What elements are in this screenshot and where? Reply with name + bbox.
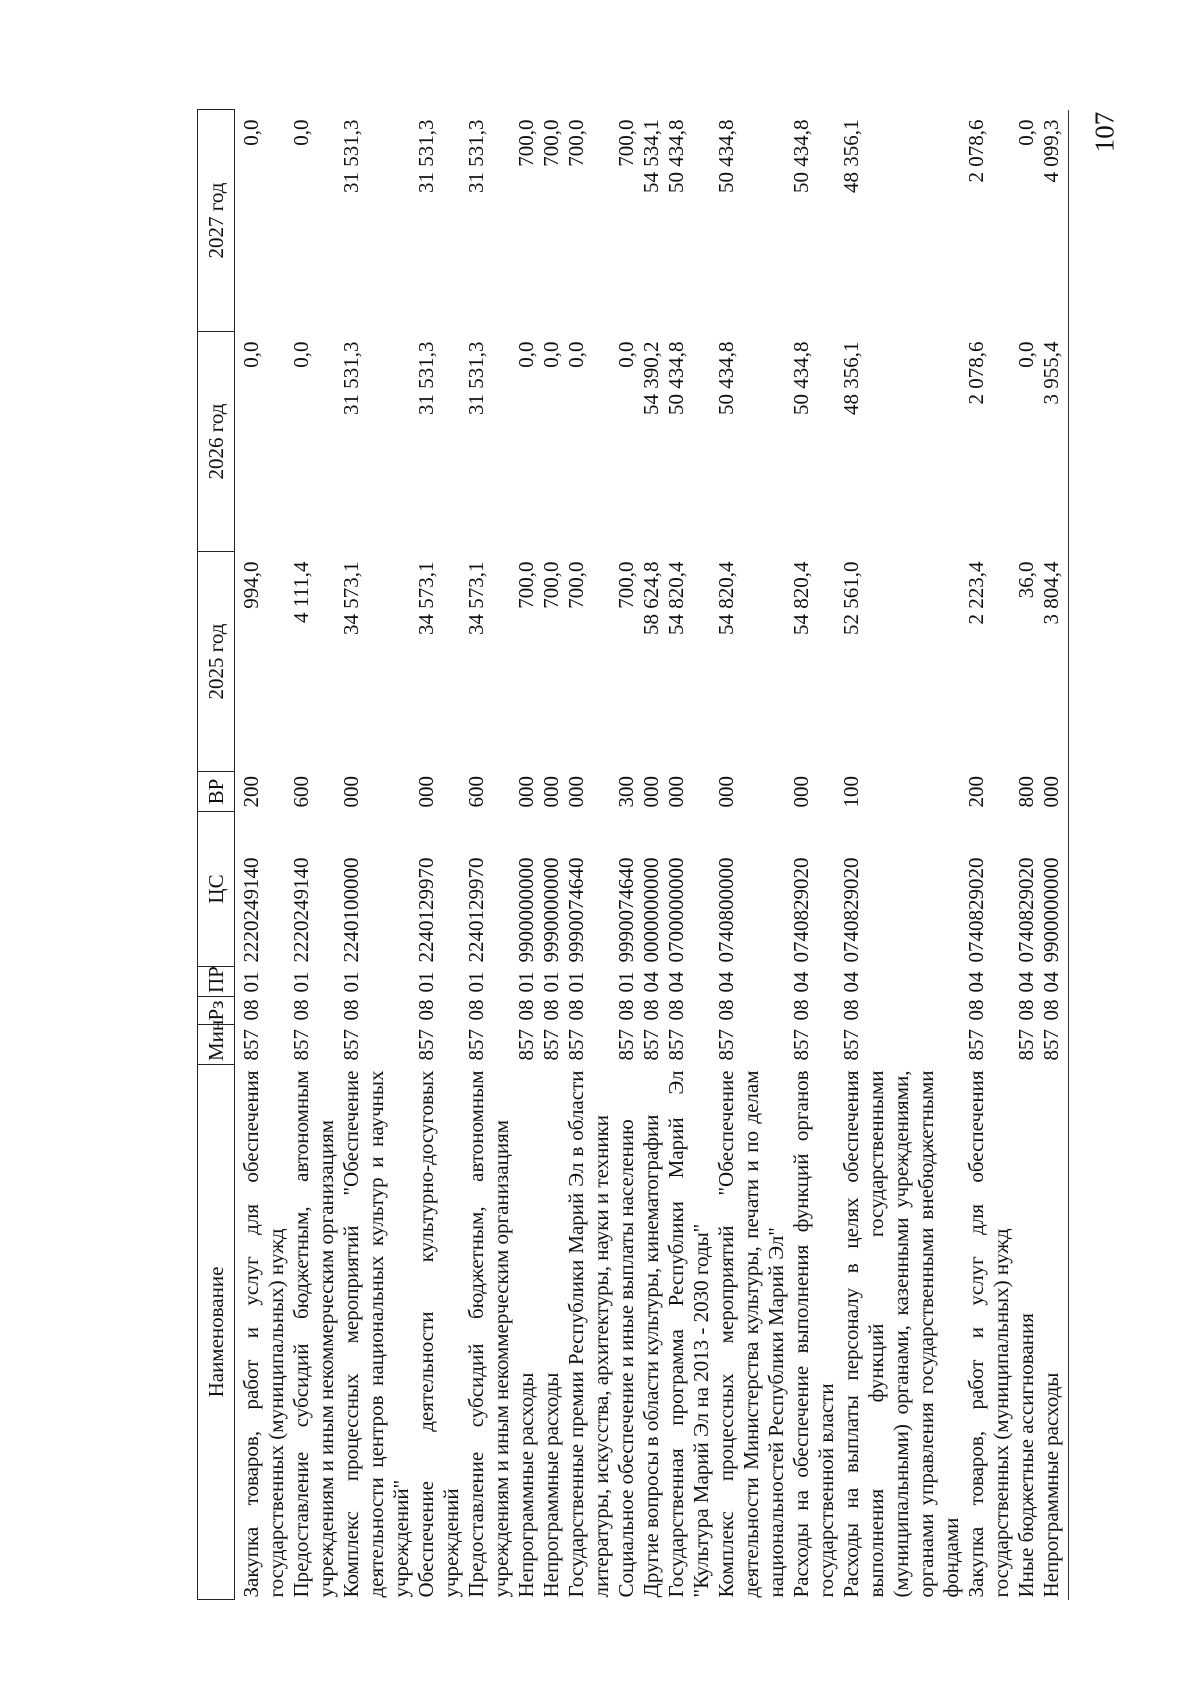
cell-cs: 9900000000 bbox=[514, 857, 538, 963]
cell-pr: 01 bbox=[464, 971, 488, 993]
cell-2027: 700,0 bbox=[514, 119, 538, 167]
cell-cs: 0740829020 bbox=[839, 857, 863, 963]
table-body bbox=[235, 110, 1065, 1600]
table-row bbox=[964, 110, 1014, 1600]
cell-min: 857 bbox=[539, 1029, 563, 1061]
cell-name: Обеспечение деятельности культурно-досуговых учреждений bbox=[414, 1070, 463, 1598]
cell-2027: 2 078,6 bbox=[964, 119, 988, 183]
cell-2025: 700,0 bbox=[514, 561, 538, 609]
header-cs: ЦС bbox=[198, 812, 235, 967]
cell-2026: 50 434,8 bbox=[789, 341, 813, 415]
cell-2026: 48 356,1 bbox=[839, 341, 863, 415]
cell-rz: 08 bbox=[964, 999, 988, 1021]
cell-cs: 0740800000 bbox=[714, 857, 738, 963]
table-row bbox=[464, 110, 514, 1600]
cell-2025: 4 111,4 bbox=[289, 561, 313, 623]
cell-rz: 08 bbox=[514, 999, 538, 1021]
cell-name: Иные бюджетные ассигнования bbox=[1014, 1313, 1038, 1598]
cell-min: 857 bbox=[964, 1029, 988, 1061]
cell-2025: 3 804,4 bbox=[1039, 561, 1063, 625]
table-row bbox=[1014, 110, 1039, 1600]
cell-2026: 54 390,2 bbox=[639, 341, 663, 415]
cell-2025: 2 223,4 bbox=[964, 561, 988, 625]
cell-min: 857 bbox=[414, 1029, 438, 1061]
cell-2026: 3 955,4 bbox=[1039, 341, 1063, 405]
cell-rz: 08 bbox=[639, 999, 663, 1021]
cell-2026: 50 434,8 bbox=[664, 341, 688, 415]
cell-pr: 01 bbox=[539, 971, 563, 993]
cell-cs: 9900000000 bbox=[1039, 857, 1063, 963]
cell-rz: 08 bbox=[1039, 999, 1063, 1021]
cell-cs: 0700000000 bbox=[664, 857, 688, 963]
cell-rz: 08 bbox=[664, 999, 688, 1021]
cell-min: 857 bbox=[789, 1029, 813, 1061]
table-header bbox=[198, 110, 235, 1600]
cell-pr: 04 bbox=[1014, 971, 1038, 993]
cell-name: Другие вопросы в области культуры, кинематографии bbox=[639, 1114, 663, 1598]
cell-vr: 000 bbox=[639, 776, 663, 808]
cell-rz: 08 bbox=[414, 999, 438, 1021]
cell-vr: 000 bbox=[1039, 776, 1063, 808]
cell-name: Непрограммные расходы bbox=[514, 1372, 538, 1598]
cell-rz: 08 bbox=[714, 999, 738, 1021]
cell-vr: 000 bbox=[664, 776, 688, 808]
cell-2026: 0,0 bbox=[1014, 341, 1038, 368]
cell-min: 857 bbox=[664, 1029, 688, 1061]
cell-2026: 31 531,3 bbox=[464, 341, 488, 415]
cell-min: 857 bbox=[239, 1029, 263, 1061]
header-2025: 2025 год bbox=[198, 552, 235, 772]
cell-name: Непрограммные расходы bbox=[1039, 1372, 1063, 1598]
cell-2025: 54 820,4 bbox=[664, 561, 688, 635]
cell-cs: 9990074640 bbox=[614, 857, 638, 963]
cell-2027: 54 534,1 bbox=[639, 119, 663, 193]
cell-2027: 700,0 bbox=[564, 119, 588, 167]
cell-min: 857 bbox=[714, 1029, 738, 1061]
cell-vr: 100 bbox=[839, 776, 863, 808]
page-number: 107 bbox=[1089, 111, 1120, 153]
cell-vr: 200 bbox=[964, 776, 988, 808]
header-vr: ВР bbox=[198, 772, 235, 812]
cell-2027: 0,0 bbox=[289, 119, 313, 146]
cell-cs: 9990000000 bbox=[539, 857, 563, 963]
cell-cs: 0740829020 bbox=[789, 857, 813, 963]
table-row bbox=[1039, 110, 1064, 1600]
cell-2027: 50 434,8 bbox=[664, 119, 688, 193]
cell-pr: 04 bbox=[714, 971, 738, 993]
cell-2026: 0,0 bbox=[289, 341, 313, 368]
cell-pr: 04 bbox=[664, 971, 688, 993]
cell-vr: 000 bbox=[539, 776, 563, 808]
cell-name: Закупка товаров, работ и услуг для обеспечения государственных (муниципальных) нужд bbox=[964, 1070, 1013, 1598]
header-name: Наименование bbox=[198, 1065, 235, 1600]
cell-2026: 0,0 bbox=[614, 341, 638, 368]
cell-cs: 9990074640 bbox=[564, 857, 588, 963]
cell-cs: 2220249140 bbox=[289, 857, 313, 963]
cell-2025: 36,0 bbox=[1014, 561, 1038, 599]
cell-cs: 0000000000 bbox=[639, 857, 663, 963]
cell-2026: 31 531,3 bbox=[339, 341, 363, 415]
cell-2027: 0,0 bbox=[239, 119, 263, 146]
cell-cs: 2240129970 bbox=[414, 857, 438, 963]
cell-cs: 2220249140 bbox=[239, 857, 263, 963]
cell-pr: 01 bbox=[239, 971, 263, 993]
table-row bbox=[789, 110, 839, 1600]
table-row bbox=[564, 110, 614, 1600]
cell-cs: 0740829020 bbox=[964, 857, 988, 963]
cell-2025: 34 573,1 bbox=[464, 561, 488, 635]
cell-2026: 31 531,3 bbox=[414, 341, 438, 415]
cell-min: 857 bbox=[1039, 1029, 1063, 1061]
header-pr: ПР bbox=[198, 967, 235, 997]
cell-pr: 04 bbox=[789, 971, 813, 993]
table-row bbox=[839, 110, 964, 1600]
table-bottom-rule bbox=[1068, 110, 1069, 1600]
cell-rz: 08 bbox=[789, 999, 813, 1021]
cell-vr: 000 bbox=[514, 776, 538, 808]
cell-pr: 04 bbox=[964, 971, 988, 993]
cell-name: Государственные премии Республики Марий Эл в области литературы, искусства, архитектуры, науки и техники bbox=[564, 1070, 613, 1598]
cell-rz: 08 bbox=[239, 999, 263, 1021]
cell-min: 857 bbox=[614, 1029, 638, 1061]
header-2027: 2027 год bbox=[198, 110, 235, 332]
cell-vr: 000 bbox=[789, 776, 813, 808]
cell-pr: 01 bbox=[339, 971, 363, 993]
cell-rz: 08 bbox=[539, 999, 563, 1021]
table-row bbox=[339, 110, 414, 1600]
cell-2027: 700,0 bbox=[614, 119, 638, 167]
cell-cs: 2240100000 bbox=[339, 857, 363, 963]
cell-2026: 2 078,6 bbox=[964, 341, 988, 405]
cell-2025: 54 820,4 bbox=[714, 561, 738, 635]
cell-2027: 4 099,3 bbox=[1039, 119, 1063, 183]
cell-name: Непрограммные расходы bbox=[539, 1372, 563, 1598]
cell-2027: 31 531,3 bbox=[464, 119, 488, 193]
cell-2026: 0,0 bbox=[564, 341, 588, 368]
cell-min: 857 bbox=[339, 1029, 363, 1061]
cell-name: Комплекс процессных мероприятий "Обеспечение деятельности центров национальных культур и научных учреждений" bbox=[339, 1070, 413, 1598]
cell-2026: 0,0 bbox=[539, 341, 563, 368]
cell-min: 857 bbox=[639, 1029, 663, 1061]
cell-min: 857 bbox=[514, 1029, 538, 1061]
cell-vr: 000 bbox=[414, 776, 438, 808]
cell-rz: 08 bbox=[339, 999, 363, 1021]
cell-pr: 01 bbox=[564, 971, 588, 993]
table-row bbox=[414, 110, 464, 1600]
table-row bbox=[289, 110, 339, 1600]
cell-2027: 700,0 bbox=[539, 119, 563, 167]
cell-cs: 0740829020 bbox=[1014, 857, 1038, 963]
table-row bbox=[514, 110, 539, 1600]
cell-2025: 700,0 bbox=[614, 561, 638, 609]
cell-2027: 48 356,1 bbox=[839, 119, 863, 193]
table-row bbox=[639, 110, 664, 1600]
cell-2026: 0,0 bbox=[239, 341, 263, 368]
cell-name: Расходы на выплаты персоналу в целях обеспечения выполнения функций государственными (муниципальными) органами, казенными учреждениями, органами управления государственными внебюджетными фондами bbox=[839, 1070, 963, 1598]
cell-min: 857 bbox=[289, 1029, 313, 1061]
cell-name: Закупка товаров, работ и услуг для обеспечения государственных (муниципальных) нужд bbox=[239, 1070, 288, 1598]
cell-name: Предоставление субсидий бюджетным, автономным учреждениям и иным некоммерческим организациям bbox=[464, 1070, 513, 1598]
cell-2025: 54 820,4 bbox=[789, 561, 813, 635]
budget-table bbox=[197, 109, 1064, 1600]
cell-vr: 600 bbox=[464, 776, 488, 808]
cell-2027: 31 531,3 bbox=[414, 119, 438, 193]
cell-2027: 0,0 bbox=[1014, 119, 1038, 146]
table-row bbox=[235, 110, 290, 1600]
cell-name: Государственная программа Республики Марий Эл "Культура Марий Эл на 2013 - 2030 годы" bbox=[664, 1070, 713, 1598]
cell-rz: 08 bbox=[564, 999, 588, 1021]
cell-name: Социальное обеспечение и иные выплаты населению bbox=[614, 1119, 638, 1598]
cell-2025: 52 561,0 bbox=[839, 561, 863, 635]
cell-pr: 04 bbox=[839, 971, 863, 993]
cell-min: 857 bbox=[464, 1029, 488, 1061]
cell-name: Расходы на обеспечение выполнения функций органов государственной власти bbox=[789, 1070, 838, 1598]
cell-2027: 50 434,8 bbox=[714, 119, 738, 193]
cell-vr: 000 bbox=[564, 776, 588, 808]
cell-pr: 04 bbox=[1039, 971, 1063, 993]
cell-min: 857 bbox=[839, 1029, 863, 1061]
cell-2025: 700,0 bbox=[564, 561, 588, 609]
cell-2025: 700,0 bbox=[539, 561, 563, 609]
cell-rz: 08 bbox=[289, 999, 313, 1021]
table-row bbox=[714, 110, 789, 1600]
cell-2025: 58 624,8 bbox=[639, 561, 663, 635]
table-row bbox=[664, 110, 714, 1600]
table-row bbox=[614, 110, 639, 1600]
cell-pr: 01 bbox=[514, 971, 538, 993]
cell-vr: 000 bbox=[339, 776, 363, 808]
cell-rz: 08 bbox=[464, 999, 488, 1021]
cell-cs: 2240129970 bbox=[464, 857, 488, 963]
cell-2026: 50 434,8 bbox=[714, 341, 738, 415]
cell-vr: 800 bbox=[1014, 776, 1038, 808]
cell-rz: 08 bbox=[1014, 999, 1038, 1021]
cell-pr: 01 bbox=[289, 971, 313, 993]
cell-name: Комплекс процессных мероприятий "Обеспечение деятельности Министерства культуры, печати и по делам национальностей Республики Марий Эл" bbox=[714, 1070, 788, 1598]
header-2026: 2026 год bbox=[198, 332, 235, 552]
cell-pr: 01 bbox=[414, 971, 438, 993]
cell-2025: 34 573,1 bbox=[414, 561, 438, 635]
cell-min: 857 bbox=[564, 1029, 588, 1061]
cell-vr: 300 bbox=[614, 776, 638, 808]
cell-2025: 34 573,1 bbox=[339, 561, 363, 635]
cell-vr: 600 bbox=[289, 776, 313, 808]
cell-rz: 08 bbox=[839, 999, 863, 1021]
cell-vr: 200 bbox=[239, 776, 263, 808]
cell-2027: 50 434,8 bbox=[789, 119, 813, 193]
cell-2025: 994,0 bbox=[239, 561, 263, 609]
cell-pr: 01 bbox=[614, 971, 638, 993]
cell-vr: 000 bbox=[714, 776, 738, 808]
cell-pr: 04 bbox=[639, 971, 663, 993]
cell-2027: 31 531,3 bbox=[339, 119, 363, 193]
table-row bbox=[539, 110, 564, 1600]
cell-min: 857 bbox=[1014, 1029, 1038, 1061]
cell-rz: 08 bbox=[614, 999, 638, 1021]
header-min: Мин bbox=[198, 1025, 235, 1065]
cell-2026: 0,0 bbox=[514, 341, 538, 368]
header-rz: Рз bbox=[198, 997, 235, 1025]
rotated-table-sheet bbox=[197, 110, 1197, 1600]
cell-name: Предоставление субсидий бюджетным, автономным учреждениям и иным некоммерческим организациям bbox=[289, 1070, 338, 1598]
